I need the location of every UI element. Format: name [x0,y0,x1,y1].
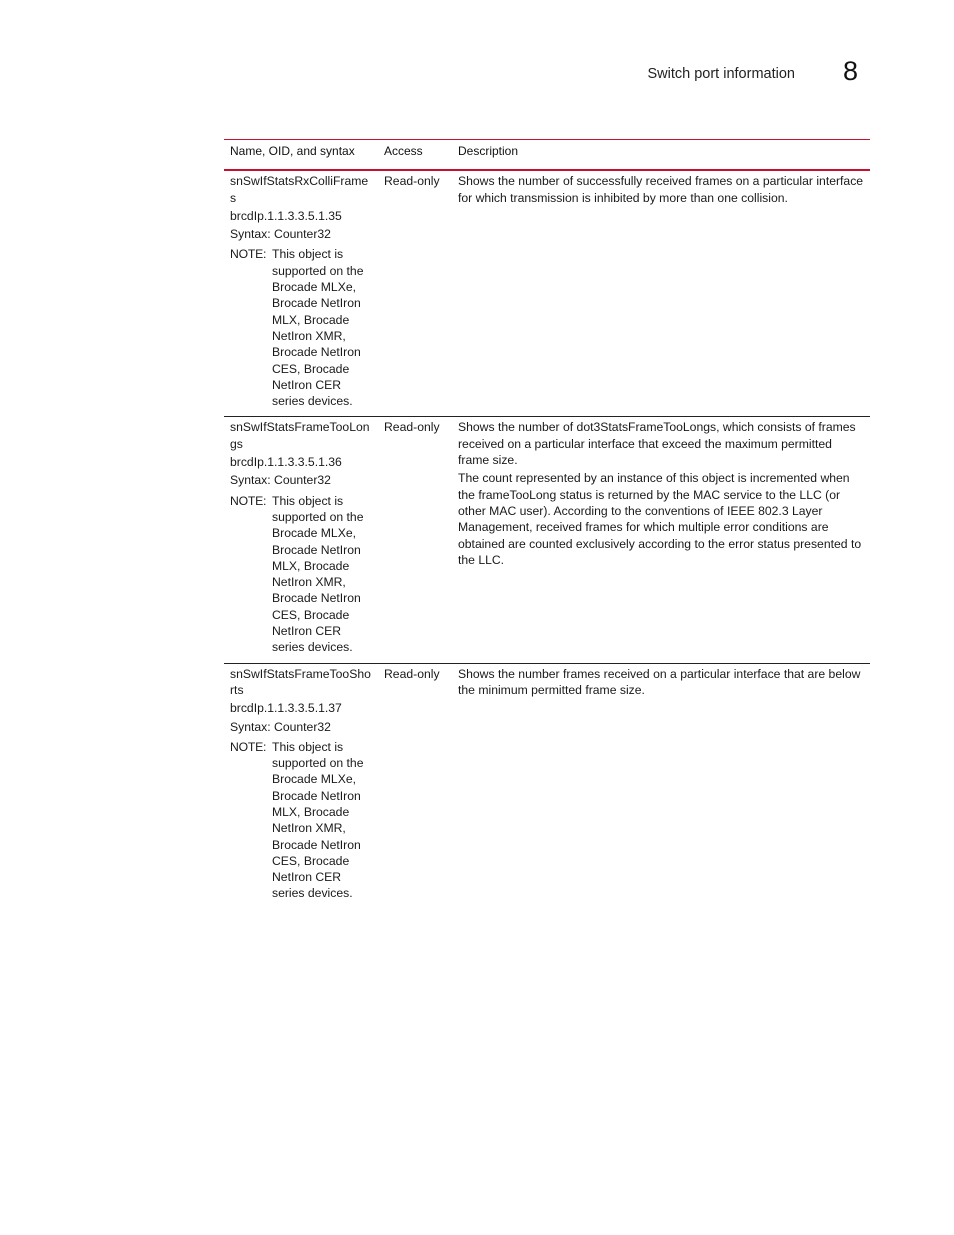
description-paragraph: The count represented by an instance of this object is incremented when the frameTooLong status is returned by the MAC service to the LLC (or other MAC user). According to the conventions of IEEE 802.3 Layer Management, received frames for which multiple error conditions are obtained are counted exclusively according to the error status presented to the LLC. [458,471,862,567]
note-text: This object is supported on the Brocade MLXe, Brocade NetIron MLX, Brocade NetIron XMR, Brocade NetIron CES, Brocade NetIron CER series devices. [272,493,364,655]
object-syntax: Syntax: Counter32 [230,473,331,488]
object-oid: brcdIp.1.1.3.3.5.1.37 [230,701,342,716]
column-header-name: Name, OID, and syntax [224,140,378,171]
note-label: NOTE: [230,739,267,754]
access-cell: Read-only [384,666,440,681]
description-cell [452,170,870,417]
note [230,246,372,409]
name-oid-syntax-cell [224,663,378,909]
description-paragraph: Shows the number of dot3StatsFrameTooLongs, which consists of frames received on a particular interface that exceed the maximum permitted frame size. [458,420,856,468]
table-row [224,663,870,909]
object-oid: brcdIp.1.1.3.3.5.1.35 [230,208,342,223]
object-syntax: Syntax: Counter32 [230,227,331,242]
running-header [647,58,858,85]
mib-object-table [224,139,870,909]
name-oid-syntax-cell [224,170,378,417]
note [230,739,372,902]
note-text: This object is supported on the Brocade MLXe, Brocade NetIron MLX, Brocade NetIron XMR, Brocade NetIron CES, Brocade NetIron CER series devices. [272,247,364,409]
object-name: snSwIfStatsFrameTooShorts [230,666,371,697]
note-label: NOTE: [230,493,267,508]
description-cell [452,663,870,909]
object-oid: brcdIp.1.1.3.3.5.1.36 [230,455,342,470]
description-paragraph: Shows the number frames received on a particular interface that are below the minimum permitted frame size. [458,666,861,697]
table-header-row [224,140,870,171]
note-text: This object is supported on the Brocade MLXe, Brocade NetIron MLX, Brocade NetIron XMR, Brocade NetIron CES, Brocade NetIron CER series devices. [272,739,364,901]
chapter-number: 8 [842,56,858,86]
access-cell: Read-only [378,170,452,417]
name-oid-syntax-cell [224,417,378,663]
note-label: NOTE: [230,247,267,262]
description-cell [452,417,870,663]
access-cell: Read-only [378,417,452,663]
column-header-description: Description [452,140,870,171]
column-header-access: Access [378,140,452,171]
section-title: Switch port information [647,65,795,82]
object-name: snSwIfStatsFrameTooLongs [230,420,370,451]
table-row [224,417,870,663]
object-syntax: Syntax: Counter32 [230,719,331,734]
note [230,493,372,656]
description-paragraph: Shows the number of successfully received frames on a particular interface for which transmission is inhibited by more than one collision. [458,174,864,205]
table-row [224,170,870,417]
object-name: snSwIfStatsRxColliFrames [230,174,369,205]
